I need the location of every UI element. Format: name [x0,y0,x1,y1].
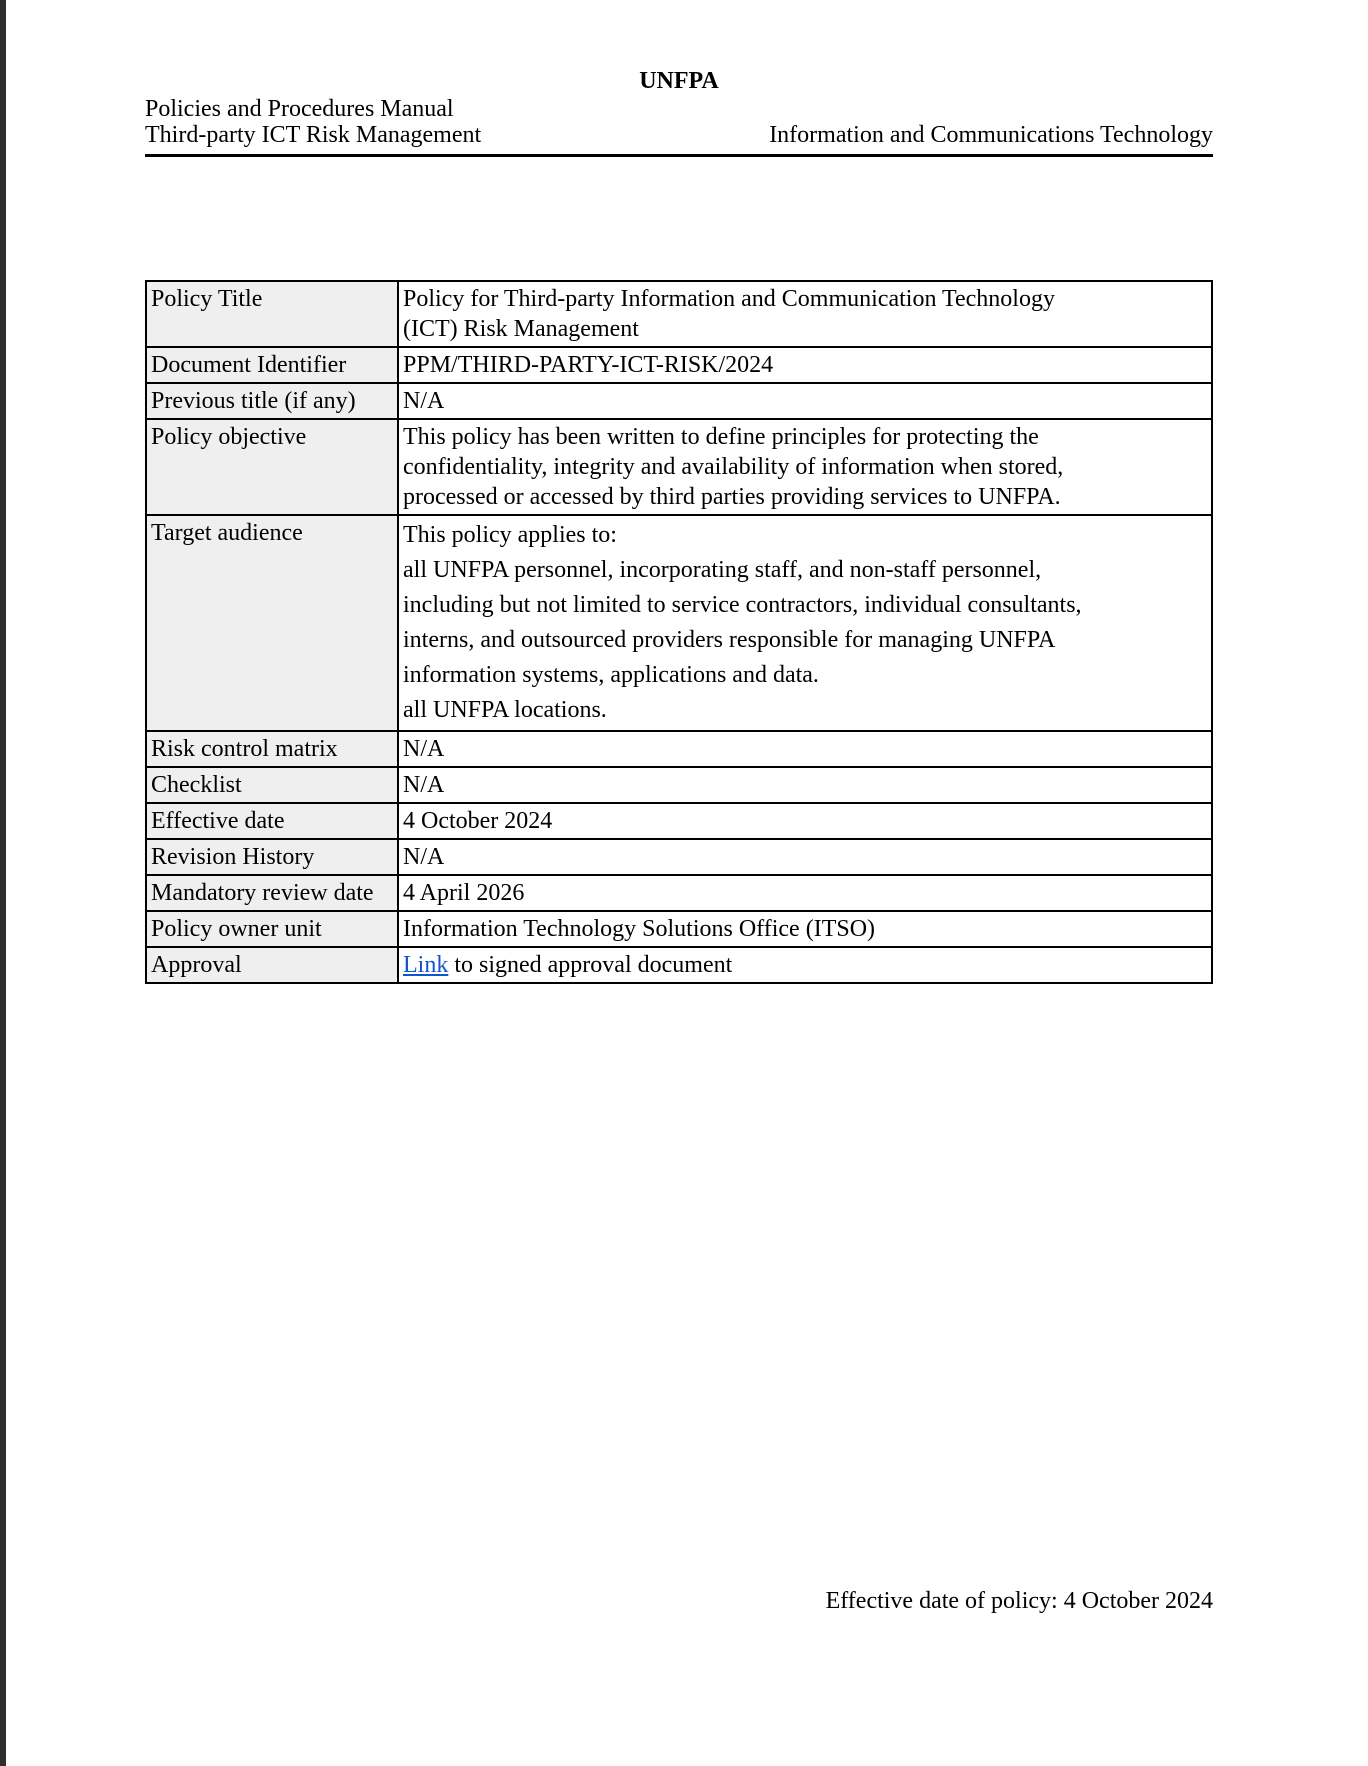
policy-summary-table [145,280,1213,984]
mandatory-review-date-label: Mandatory review date [146,875,398,911]
target-audience-label: Target audience [146,515,398,731]
table-row-policy-title [146,281,1212,347]
table-row-revision-history [146,839,1212,875]
table-row-policy-owner-unit [146,911,1212,947]
target-audience-value [398,515,1212,731]
risk-control-matrix-label: Risk control matrix [146,731,398,767]
previous-title-value: N/A [398,383,1212,419]
header-subrow [145,122,1213,148]
target-audience-locations: all UNFPA locations. [403,697,607,723]
policy-table-body [146,281,1212,983]
policy-owner-unit-label: Policy owner unit [146,911,398,947]
table-row-previous-title [146,383,1212,419]
approval-document-link[interactable]: Link [403,952,449,978]
table-row-effective-date [146,803,1212,839]
revision-history-value: N/A [398,839,1212,875]
policy-owner-unit-value: Information Technology Solutions Office (ITSO) [398,911,1212,947]
header-section-name: Information and Communications Technology [769,122,1213,148]
checklist-value: N/A [398,767,1212,803]
manual-title: Policies and Procedures Manual [145,96,454,122]
window-left-edge [0,0,6,1766]
table-row-approval [146,947,1212,983]
target-audience-personnel: all UNFPA personnel, incorporating staff, and non-staff personnel, including but not limited to service contractors, individual consultants, interns, and outsourced providers responsible for managing UNFPA information systems, applications and data. [403,557,1082,688]
table-row-target-audience [146,515,1212,731]
document-identifier-label: Document Identifier [146,347,398,383]
table-row-document-identifier [146,347,1212,383]
approval-link-suffix: to signed approval document [448,952,733,978]
header-policy-name: Third-party ICT Risk Management [145,122,482,148]
approval-value [398,947,1212,983]
table-row-checklist [146,767,1212,803]
policy-title-value: Policy for Third-party Information and Communication Technology (ICT) Risk Management [403,286,1055,342]
mandatory-review-date-value: 4 April 2026 [398,875,1212,911]
table-row-mandatory-review-date [146,875,1212,911]
policy-objective-value: This policy has been written to define principles for protecting the confidentiality, integrity and availability of information when stored, processed or accessed by third parties providing services to UNFPA. [403,424,1064,510]
previous-title-label: Previous title (if any) [146,383,398,419]
target-audience-intro: This policy applies to: [403,522,617,548]
revision-history-label: Revision History [146,839,398,875]
page-header [145,68,1213,157]
risk-control-matrix-value: N/A [398,731,1212,767]
policy-objective-label: Policy objective [146,419,398,515]
policy-title-label: Policy Title [146,281,398,347]
table-row-policy-objective [146,419,1212,515]
table-row-risk-control-matrix [146,731,1212,767]
checklist-label: Checklist [146,767,398,803]
approval-label: Approval [146,947,398,983]
document-identifier-value: PPM/THIRD-PARTY-ICT-RISK/2024 [398,347,1212,383]
page-footer: Effective date of policy: 4 October 2024 [825,1588,1213,1614]
effective-date-value: 4 October 2024 [398,803,1212,839]
effective-date-label: Effective date [146,803,398,839]
org-title: UNFPA [639,68,719,94]
